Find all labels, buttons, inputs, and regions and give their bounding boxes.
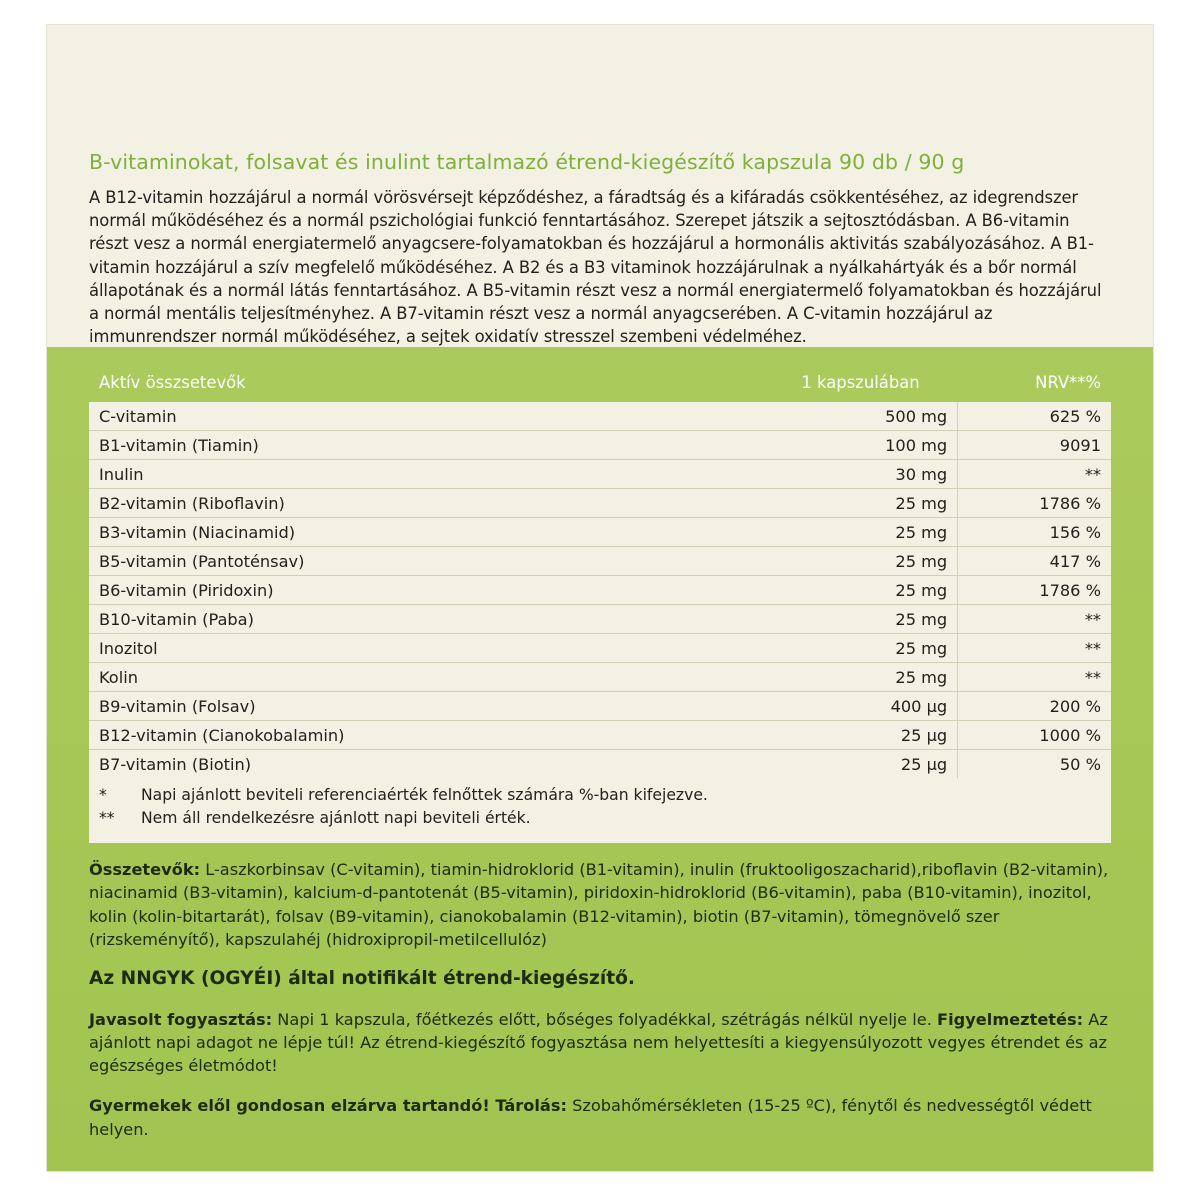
storage-paragraph — [89, 1094, 1111, 1141]
ingredient-name: C-vitamin — [89, 402, 687, 431]
ingredient-name: Kolin — [89, 663, 687, 692]
ingredient-amount: 500 mg — [687, 402, 958, 431]
warning-label: Figyelmeztetés: — [937, 1009, 1084, 1029]
table-row — [89, 605, 1111, 634]
warning-text: Az ajánlott napi adagot ne lépje túl! Az étrend-kiegészítő fogyasztása nem helyettesíti a kiegyensúlyozott vegyes étrendet és az egészséges életmódot! — [89, 1009, 1108, 1076]
green-info-section — [47, 347, 1153, 1171]
ingredient-name: B3-vitamin (Niacinamid) — [89, 518, 687, 547]
health-claims-paragraph: A B12-vitamin hozzájárul a normál vörösvérsejt képződéshez, a fáradtság és a kifáradás csökkentéséhez, az idegrendszer normál működéséhez és a normál pszichológiai funkció fenntartásához. Szerepet játszik a sejtosztódásban. A B6-vitamin részt vesz a normál energiatermelő anyagcsere-folyamatokban és hozzájárul a hormonális aktivitás szabályozásához. A B1-vitamin hozzájárul a szív megfelelő működéséhez. A B2 és a B3 vitaminok hozzájárulnak a nyálkahártyák és a bőr normál állapotának és a normál látás fenntartásához. A B5-vitamin részt vesz a normál energiatermelő folyamatokban és hozzájárul a normál mentális teljesítményhez. A B7-vitamin részt vesz a normál anyagcserében. A C-vitamin hozzájárul az immunrendszer normál működéséhez, a sejtek oxidatív stresszel szembeni védelméhez. — [89, 187, 1102, 347]
table-footnotes — [89, 778, 1111, 843]
table-row — [89, 634, 1111, 663]
composition-paragraph — [89, 858, 1111, 952]
ingredient-name: Inulin — [89, 460, 687, 489]
ingredient-nrv: 50 % — [1059, 754, 1101, 774]
usage-label: Javasolt fogyasztás: — [89, 1009, 273, 1029]
ingredient-amount: 100 mg — [687, 431, 958, 460]
ingredient-name: B5-vitamin (Pantoténsav) — [89, 547, 687, 576]
ingredient-nrv: 156 % — [958, 518, 1111, 547]
footnote-single-star — [99, 784, 1101, 807]
table-row — [89, 518, 1111, 547]
ingredient-amount: 25 mg — [687, 547, 958, 576]
ingredient-nrv: ** — [958, 605, 1111, 634]
usage-text: Napi 1 kapszula, főétkezés előtt, bőséges folyadékkal, szétrágás nélkül nyelje le. — [272, 1009, 938, 1029]
ingredient-nrv: 417 % — [958, 547, 1111, 576]
column-header-name: Aktív összsetevők — [99, 373, 246, 392]
notification-statement: Az NNGYK (OGYÉI) által notifikált étrend-kiegészítő. — [89, 967, 635, 989]
ingredient-amount: 25 mg — [687, 576, 958, 605]
column-header-amount: 1 kapszulában — [801, 373, 920, 392]
ingredient-name: B6-vitamin (Piridoxin) — [89, 576, 687, 605]
product-headline: B-vitaminokat, folsavat és inulint tartalmazó étrend-kiegészítő kapszula 90 db / 90 g — [89, 150, 965, 174]
ingredient-amount: 25 mg — [687, 605, 958, 634]
ingredient-name: B7-vitamin (Biotin) — [99, 754, 252, 774]
ingredient-amount: 25 mg — [687, 663, 958, 692]
storage-label: Tárolás: — [489, 1096, 567, 1116]
footnote-text: Nem áll rendelkezésre ajánlott napi beviteli érték. — [141, 809, 531, 828]
table-header-row — [89, 369, 1111, 402]
ingredients-table — [89, 369, 1111, 778]
ingredient-nrv: ** — [958, 460, 1111, 489]
ingredients-table-card — [89, 369, 1111, 843]
composition-label: Összetevők: — [89, 859, 201, 879]
ingredient-nrv: 1000 % — [958, 721, 1111, 750]
composition-text: L-aszkorbinsav (C-vitamin), tiamin-hidroklorid (B1-vitamin), inulin (fruktooligoszacharid),riboflavin (B2-vitamin), niacinamid (B3-vitamin), kalcium-d-pantotenát (B5-vitamin), piridoxin-hidroklorid (B6-vitamin), paba (B10-vitamin), inozitol, kolin (kolin-bitartarát), folsav (B9-vitamin), cianokobalamin (B12-vitamin), biotin (B7-vitamin), tömegnövelő szer (rizskeményítő), kapszulahéj (hidroxipropil-metilcellulóz) — [89, 859, 1109, 950]
ingredient-nrv: ** — [958, 663, 1111, 692]
ingredient-name: B12-vitamin (Cianokobalamin) — [89, 721, 687, 750]
intro-section — [47, 25, 1153, 349]
ingredient-amount: 25 mg — [687, 489, 958, 518]
table-row — [89, 692, 1111, 721]
ingredient-amount: 25 µg — [687, 721, 958, 750]
table-row — [89, 576, 1111, 605]
keep-away-from-children-label: Gyermekek elől gondosan elzárva tartandó! — [89, 1096, 490, 1116]
ingredient-name: B9-vitamin (Folsav) — [89, 692, 687, 721]
ingredient-nrv: 1786 % — [958, 576, 1111, 605]
table-row — [89, 431, 1111, 460]
ingredient-amount: 25 mg — [687, 634, 958, 663]
ingredient-name: B2-vitamin (Riboflavin) — [89, 489, 687, 518]
ingredient-amount: 30 mg — [687, 460, 958, 489]
ingredient-nrv: 1786 % — [958, 489, 1111, 518]
ingredient-nrv: 625 % — [958, 402, 1111, 431]
table-row — [89, 750, 1111, 779]
ingredient-amount: 25 mg — [687, 518, 958, 547]
product-package-panel — [47, 25, 1153, 1171]
table-row — [89, 721, 1111, 750]
ingredient-nrv: 9091 — [958, 431, 1111, 460]
usage-paragraph — [89, 1008, 1111, 1078]
footnote-double-star — [99, 807, 1101, 830]
table-row — [89, 460, 1111, 489]
table-row — [89, 663, 1111, 692]
ingredient-name: B1-vitamin (Tiamin) — [89, 431, 687, 460]
ingredient-name: B10-vitamin (Paba) — [89, 605, 687, 634]
footnote-mark: ** — [99, 809, 115, 828]
storage-text: Szobahőmérsékleten (15-25 ºC), fénytől és nedvességtől védett helyen. — [89, 1096, 1092, 1139]
table-row — [89, 402, 1111, 431]
table-row — [89, 547, 1111, 576]
table-body — [89, 402, 1111, 778]
table-row — [89, 489, 1111, 518]
table-header — [89, 369, 1111, 402]
ingredient-name: Inozitol — [89, 634, 687, 663]
footnote-text: Napi ajánlott beviteli referenciaérték felnőttek számára %-ban kifejezve. — [141, 786, 708, 804]
ingredient-nrv: ** — [958, 634, 1111, 663]
ingredient-amount: 25 µg — [687, 750, 958, 779]
column-header-nrv: NRV**% — [1035, 373, 1101, 392]
ingredient-amount: 400 µg — [687, 692, 958, 721]
ingredient-nrv: 200 % — [958, 692, 1111, 721]
footnote-mark: * — [99, 786, 107, 804]
